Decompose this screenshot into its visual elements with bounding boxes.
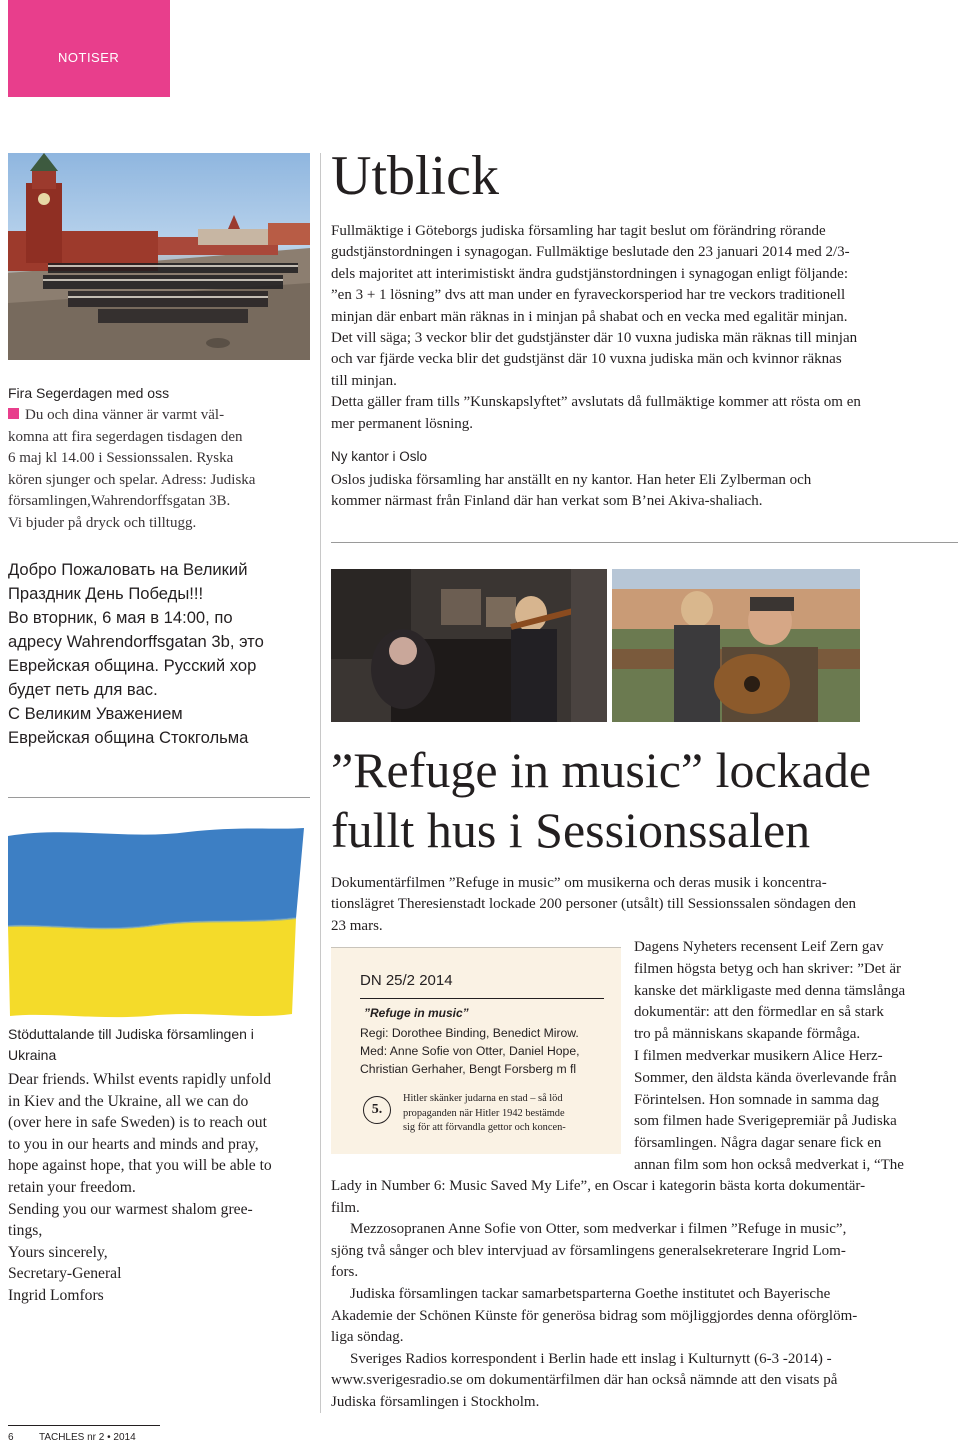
- ukraina-line: Secretary-General: [8, 1265, 122, 1283]
- ukraina-line: in Kiev and the Ukraine, all we can do: [8, 1092, 249, 1110]
- utblick-line: och var fjärde vecka blir det gudstjänst där 10 vuxna judiska män och kvinnor räknas: [331, 351, 842, 368]
- violinist-photo: [331, 569, 607, 722]
- segerdagen-line: 6 maj kl 14.00 i Sessionssalen. Ryska: [8, 450, 234, 466]
- dn-quote-line: sig för att förvandla gettor och koncen-: [403, 1122, 566, 1134]
- section-tab: [8, 0, 170, 97]
- russian-notice: [8, 558, 308, 750]
- body-line: Sveriges Radios korrespondent i Berlin hade ett inslag i Kulturnytt (6-3 -2014) -: [350, 1350, 832, 1367]
- kantor-line: Oslos judiska församling har anställt en ny kantor. Han heter Eli Zylberman och: [331, 472, 812, 489]
- segerdagen-line: församlingen,Wahrendorffsgatan 3B.: [8, 493, 231, 509]
- bullet-square-icon: [8, 408, 19, 419]
- review-line: Dagens Nyheters recensent Leif Zern gav: [634, 939, 884, 955]
- review-line: församlingen. Några dagar senare fick en: [634, 1135, 882, 1152]
- body-line: sjöng två sånger och blev intervjuad av församlingens generalsekreterare Ingrid Lom-: [331, 1242, 846, 1259]
- review-line: som filmen hade Sverigepremiär på Judiska: [634, 1113, 897, 1130]
- review-text: [634, 937, 958, 1177]
- refuge-headline-line: fullt hus i Sessionssalen: [331, 802, 811, 858]
- ukraina-line: (over here in safe Sweden) is to reach out: [8, 1114, 267, 1132]
- utblick-title: Utblick: [331, 145, 499, 207]
- utblick-line: ”en 3 + 1 lösning” dvs att man under en fyraveckorsperiod har tre veckors traditionell: [331, 287, 846, 304]
- utblick-line: dels majoritet att interimistiskt ändra gudstjänstordningen i synagogan enligt följande:: [331, 265, 848, 282]
- kantor-line: kommer närmast från Finland där han verkat som B’nei Akiva-shaliach.: [331, 493, 763, 510]
- body-line: Akademie der Schönen Künste för generösa bidrag som möjliggjordes denna oförglöm-: [331, 1307, 858, 1324]
- ukraina-line: Dear friends. Whilst events rapidly unfold: [8, 1071, 272, 1088]
- refuge-intro: [331, 873, 959, 937]
- dn-quote-line: Hitler skänker judarna en stad – så löd: [403, 1093, 563, 1104]
- utblick-line: minjan där enbart män räknas in i minjan på shabat och en vecka med egalitär minjan.: [331, 308, 848, 325]
- body-line: fors.: [331, 1264, 359, 1281]
- intro-line: 23 mars.: [331, 917, 383, 934]
- ukraina-line: tings,: [8, 1222, 43, 1240]
- russian-line: Во вторник, 6 мая в 14:00, по: [8, 608, 233, 627]
- ukraina-line: Ingrid Lomfors: [8, 1286, 104, 1304]
- dn-quote: [403, 1092, 566, 1136]
- russian-line: адресу Wahrendorffsgatan 3b, это: [8, 632, 264, 651]
- ukraina-line: Yours sincerely,: [8, 1243, 108, 1261]
- page-footer: [8, 1432, 136, 1443]
- russian-line: Еврейская община Стокгольма: [8, 728, 249, 747]
- magazine-issue: TACHLES nr 2 • 2014: [38, 1432, 136, 1443]
- dn-date: DN 25/2 2014: [360, 972, 453, 989]
- segerdagen-line: kören sjunger och spelar. Adress: Judiska: [8, 471, 256, 488]
- review-line: Förintelsen. Hon somnade in samma dag: [634, 1091, 879, 1108]
- russian-line: Еврейская община. Русский хор: [8, 656, 257, 675]
- kantor-heading: Ny kantor i Oslo: [331, 449, 428, 465]
- review-line: Sommer, den äldsta kända överlevande från: [634, 1069, 897, 1086]
- utblick-line: Det vill säga; 3 veckor blir det gudstjänster där 10 vuxna judiska män räknas till minjan: [331, 330, 858, 347]
- body-line: Lady in Number 6: Music Saved My Life”, en Oscar i kategorin bästa korta dokumentär-: [331, 1178, 866, 1194]
- ukraina-line: Sending you our warmest shalom gree-: [8, 1200, 253, 1218]
- body-line: Mezzosopranen Anne Sofie von Otter, som medverkar i filmen ”Refuge in music”,: [350, 1221, 847, 1238]
- violinist-photo-art: [331, 569, 607, 722]
- body-line: Judiska församlingen tackar samarbetsparterna Goethe institutet och Bayerische: [350, 1285, 831, 1302]
- review-line: dokumentär: att den förmedlar en så stark: [634, 1004, 884, 1021]
- russian-line: будет петь для вас.: [8, 680, 158, 699]
- utblick-line: gudstjänstordningen i synagogan. Fullmäktige beslutade den 23 januari 2014 med 2/3-: [331, 244, 850, 261]
- ukraina-text: [8, 1069, 313, 1307]
- refuge-body: [331, 1176, 959, 1414]
- russian-line: Добро Пожаловать на Великий: [8, 560, 248, 579]
- dn-film-title: ”Refuge in music”: [364, 1006, 469, 1020]
- ukraina-line: retain your freedom.: [8, 1178, 136, 1196]
- ukraina-heading-line: Stöduttalande till Judiska församlingen i: [8, 1026, 254, 1042]
- review-line: tro på människans skapande förmåga.: [634, 1026, 861, 1043]
- column-divider: [8, 797, 310, 798]
- dn-rating-badge: [363, 1096, 391, 1124]
- dn-credits: [360, 1024, 580, 1078]
- utblick-line: Detta gäller fram tills ”Kunskapslyftet” avslutats då fullmäktige kommer att rösta om en: [331, 394, 861, 411]
- review-line: filmen högsta betyg och han skriver: ”Det är: [634, 960, 901, 977]
- refuge-headline-line: ”Refuge in music” lockade: [331, 742, 872, 798]
- intro-line: tionslägret Theresienstadt lockade 200 personer (utsålt) till Sessionssalen söndagen den: [331, 896, 857, 913]
- russian-line: С Великим Уважением: [8, 704, 183, 723]
- ukraina-heading: [8, 1024, 308, 1066]
- review-line: I filmen medverkar musikern Alice Herz-: [634, 1047, 883, 1064]
- segerdagen-text: [8, 405, 308, 534]
- segerdagen-heading: Fira Segerdagen med oss: [8, 385, 170, 401]
- utblick-body: [331, 221, 956, 513]
- dn-med-line: Christian Gerhaher, Bengt Forsberg m fl: [360, 1062, 577, 1076]
- section-label: NOTISER: [58, 50, 120, 65]
- vertical-column-rule: [320, 153, 321, 1413]
- dn-rating: 5.: [371, 1102, 383, 1117]
- section-divider: [331, 542, 958, 543]
- dn-med-line: Med: Anne Sofie von Otter, Daniel Hope,: [360, 1044, 580, 1058]
- body-line: liga söndag.: [331, 1329, 404, 1346]
- kremlin-parade-photo: [8, 153, 310, 360]
- dn-rule: [360, 998, 604, 999]
- guitarist-photo-art: [612, 569, 860, 722]
- guitarist-photo: [612, 569, 860, 722]
- body-line: film.: [331, 1199, 360, 1216]
- ukraina-line: hope against hope, that you will be able to: [8, 1157, 272, 1175]
- intro-line: Dokumentärfilmen ”Refuge in music” om musikerna och deras musik i koncentra-: [331, 875, 827, 891]
- review-line: kanske det märkligaste med denna tämslånga: [634, 982, 906, 999]
- refuge-headline: [331, 740, 871, 860]
- segerdagen-line: komna att fira segerdagen tisdagen den: [8, 428, 243, 445]
- utblick-line: Fullmäktige i Göteborgs judiska församling har tagit beslut om förändring rörande: [331, 223, 826, 239]
- dn-review-box: [331, 947, 621, 1154]
- body-line: Judiska församlingen i Stockholm.: [331, 1393, 540, 1410]
- page-number: 6: [8, 1432, 14, 1443]
- utblick-line: till minjan.: [331, 372, 397, 389]
- segerdagen-line: Vi bjuder på dryck och tilltugg.: [8, 514, 197, 531]
- ukraina-line: to you in our hearts and minds and pray,: [8, 1135, 259, 1153]
- utblick-line: mer permanent lösning.: [331, 415, 474, 432]
- body-line: www.sverigesradio.se om dokumentärfilmen där han också nämnde att den visats på: [331, 1372, 838, 1389]
- review-line: annan film som hon också medverkat i, “The: [634, 1156, 904, 1173]
- kremlin-photo-art: [8, 153, 310, 360]
- ukraine-flag-image: [8, 826, 304, 1020]
- dn-regi: Regi: Dorothee Binding, Benedict Mirow.: [360, 1026, 579, 1040]
- dn-quote-line: propaganden när Hitler 1942 bestämde: [403, 1107, 565, 1119]
- ukraine-flag-art: [8, 826, 304, 1020]
- russian-line: Праздник День Победы!!!: [8, 584, 204, 603]
- footer-rule: [8, 1425, 160, 1426]
- segerdagen-line: Du och dina vänner är varmt väl-: [25, 407, 225, 423]
- ukraina-heading-line: Ukraina: [8, 1047, 57, 1063]
